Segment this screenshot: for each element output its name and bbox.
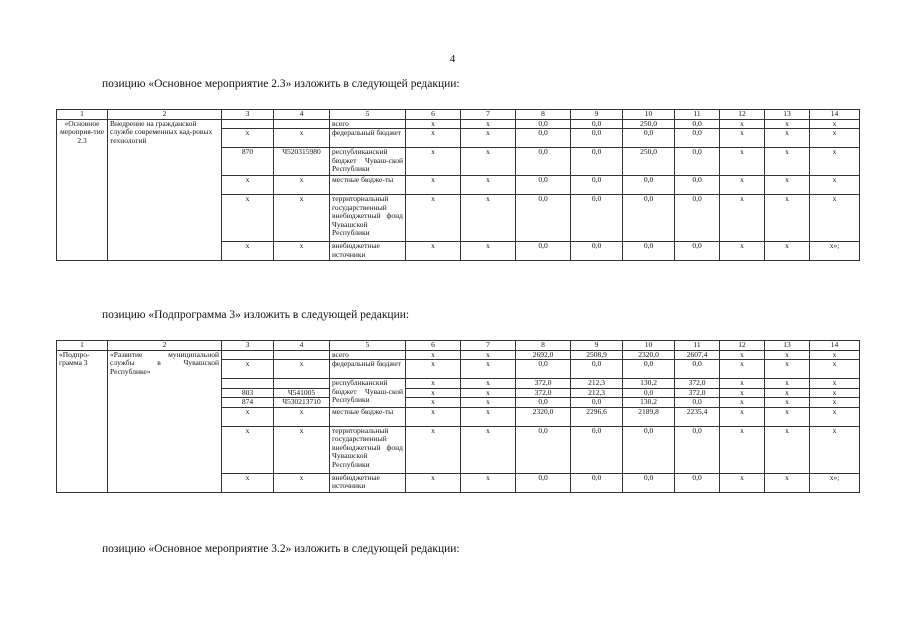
value-cell: 2320,0: [623, 350, 675, 360]
value-cell: 0,0: [571, 148, 623, 176]
classification-code-cell: x: [274, 473, 330, 492]
grbs-code-cell: 803: [222, 388, 274, 398]
value-cell: 212,3: [571, 388, 623, 398]
grbs-code-cell: x: [222, 176, 274, 195]
subprogram-name-cell: «Подпро-грамма 3: [57, 350, 108, 492]
cell-12: x: [720, 195, 765, 242]
cell-7: x: [461, 350, 516, 360]
header-cell: 8: [516, 110, 571, 120]
value-cell: 372,0: [675, 388, 720, 398]
cell-13: x: [765, 176, 810, 195]
classification-code-cell: [274, 350, 330, 360]
table-event-2-3: [56, 109, 860, 261]
cell-7: x: [461, 148, 516, 176]
funding-source-cell: республиканский бюджет Чуваш-ской Республики: [330, 379, 406, 408]
value-cell: 372,0: [516, 388, 571, 398]
classification-code-cell: x: [274, 195, 330, 242]
value-cell: 0,0: [623, 176, 675, 195]
subprogram-title-cell: «Развитие муниципальной службы в Чувашской Республике»: [108, 350, 222, 492]
cell-14: x: [810, 119, 860, 129]
cell-6: x: [406, 388, 461, 398]
value-cell: 0,0: [516, 129, 571, 148]
cell-7: x: [461, 388, 516, 398]
header-cell: 6: [406, 341, 461, 351]
funding-source-cell: федеральный бюджет: [330, 129, 406, 148]
value-cell: 0,0: [571, 195, 623, 242]
header-cell: 11: [675, 110, 720, 120]
cell-13: x: [765, 350, 810, 360]
cell-14: x: [810, 350, 860, 360]
grbs-code-cell: 874: [222, 398, 274, 408]
cell-7: x: [461, 473, 516, 492]
classification-code-cell: x: [274, 242, 330, 261]
cell-12: x: [720, 242, 765, 261]
value-cell: 0,0: [623, 388, 675, 398]
header-cell: 8: [516, 341, 571, 351]
classification-code-cell: x: [274, 176, 330, 195]
cell-12: x: [720, 379, 765, 389]
value-cell: 2607,4: [675, 350, 720, 360]
cell-13: x: [765, 129, 810, 148]
cell-12: x: [720, 350, 765, 360]
cell-14: x: [810, 176, 860, 195]
value-cell: 0,0: [571, 360, 623, 379]
value-cell: 0,0: [571, 119, 623, 129]
header-cell: 7: [461, 341, 516, 351]
header-cell: 9: [571, 341, 623, 351]
cell-7: x: [461, 195, 516, 242]
classification-code-cell: Ч520315980: [274, 148, 330, 176]
funding-source-cell: всего: [330, 119, 406, 129]
cell-6: x: [406, 398, 461, 408]
cell-13: x: [765, 388, 810, 398]
value-cell: 0,0: [571, 426, 623, 473]
value-cell: 0,0: [675, 426, 720, 473]
classification-code-cell: [274, 119, 330, 129]
cell-14: x: [810, 388, 860, 398]
funding-source-cell: всего: [330, 350, 406, 360]
table-row: [57, 350, 860, 360]
cell-12: x: [720, 129, 765, 148]
cell-12: x: [720, 360, 765, 379]
grbs-code-cell: [222, 350, 274, 360]
grbs-code-cell: x: [222, 242, 274, 261]
header-cell: 2: [108, 110, 222, 120]
header-cell: 12: [720, 341, 765, 351]
classification-code-cell: x: [274, 426, 330, 473]
cell-13: x: [765, 119, 810, 129]
cell-12: x: [720, 407, 765, 426]
value-cell: 130,2: [623, 379, 675, 389]
value-cell: 0,0: [623, 129, 675, 148]
cell-13: x: [765, 360, 810, 379]
header-cell: 3: [222, 110, 274, 120]
event-name-cell: «Основное мероприя-тие 2.3: [57, 119, 108, 261]
value-cell: 0,0: [623, 426, 675, 473]
value-cell: 372,0: [675, 379, 720, 389]
cell-6: x: [406, 176, 461, 195]
paragraph-position-3-2: позицию «Основное мероприятие 3.2» изложить в следующей редакции:: [102, 543, 460, 555]
header-row: [57, 110, 860, 120]
value-cell: 0,0: [571, 398, 623, 408]
grbs-code-cell: x: [222, 473, 274, 492]
value-cell: 372,0: [516, 379, 571, 389]
classification-code-cell: x: [274, 407, 330, 426]
value-cell: 2189,8: [623, 407, 675, 426]
value-cell: 2320,0: [516, 407, 571, 426]
funding-source-cell: федеральный бюджет: [330, 360, 406, 379]
classification-code-cell: x: [274, 360, 330, 379]
cell-14: x: [810, 148, 860, 176]
grbs-code-cell: 870: [222, 148, 274, 176]
cell-6: x: [406, 360, 461, 379]
header-cell: 12: [720, 110, 765, 120]
funding-source-cell: территориальный государственный внебюджетный фонд Чувашской Республики: [330, 195, 406, 242]
cell-6: x: [406, 129, 461, 148]
value-cell: 0,0: [675, 473, 720, 492]
value-cell: 0,0: [571, 473, 623, 492]
cell-13: x: [765, 473, 810, 492]
funding-source-cell: внебюджетные источники: [330, 242, 406, 261]
cell-6: x: [406, 350, 461, 360]
value-cell: 2508,9: [571, 350, 623, 360]
classification-code-cell: Ч541005: [274, 388, 330, 398]
cell-12: x: [720, 176, 765, 195]
cell-6: x: [406, 242, 461, 261]
header-cell: 10: [623, 110, 675, 120]
cell-7: x: [461, 379, 516, 389]
cell-7: x: [461, 360, 516, 379]
value-cell: 0,0: [675, 148, 720, 176]
cell-7: x: [461, 242, 516, 261]
value-cell: 0,0: [516, 195, 571, 242]
funding-source-cell: местные бюдже-ты: [330, 176, 406, 195]
cell-14: x»;: [810, 473, 860, 492]
funding-source-cell: внебюджетные источники: [330, 473, 406, 492]
funding-source-cell: территориальный государственный внебюджетный фонд Чувашской Республики: [330, 426, 406, 473]
value-cell: 0,0: [516, 242, 571, 261]
cell-6: x: [406, 119, 461, 129]
header-cell: 13: [765, 110, 810, 120]
value-cell: 0,0: [623, 473, 675, 492]
cell-13: x: [765, 379, 810, 389]
grbs-code-cell: x: [222, 195, 274, 242]
value-cell: 2692,0: [516, 350, 571, 360]
value-cell: 0,0: [675, 195, 720, 242]
cell-7: x: [461, 426, 516, 473]
value-cell: 0,0: [516, 473, 571, 492]
cell-12: x: [720, 473, 765, 492]
value-cell: 0,0: [516, 119, 571, 129]
value-cell: 2296,6: [571, 407, 623, 426]
cell-14: x: [810, 379, 860, 389]
value-cell: 0,0: [675, 129, 720, 148]
cell-14: x: [810, 407, 860, 426]
cell-7: x: [461, 398, 516, 408]
value-cell: 0,0: [516, 398, 571, 408]
value-cell: 0,0: [571, 129, 623, 148]
cell-6: x: [406, 473, 461, 492]
page-number: 4: [449, 53, 456, 65]
value-cell: 0,0: [675, 398, 720, 408]
cell-12: x: [720, 119, 765, 129]
value-cell: 0,0: [675, 176, 720, 195]
header-cell: 5: [330, 110, 406, 120]
classification-code-cell: [274, 379, 330, 389]
classification-code-cell: x: [274, 129, 330, 148]
cell-13: x: [765, 148, 810, 176]
grbs-code-cell: x: [222, 407, 274, 426]
cell-14: x: [810, 426, 860, 473]
funding-source-cell: местные бюдже-ты: [330, 407, 406, 426]
value-cell: 0,0: [675, 360, 720, 379]
value-cell: 0,0: [571, 242, 623, 261]
cell-13: x: [765, 426, 810, 473]
header-cell: 3: [222, 341, 274, 351]
grbs-code-cell: x: [222, 360, 274, 379]
header-cell: 4: [274, 110, 330, 120]
header-cell: 1: [57, 110, 108, 120]
cell-7: x: [461, 119, 516, 129]
cell-7: x: [461, 129, 516, 148]
cell-13: x: [765, 195, 810, 242]
paragraph-position-2-3: позицию «Основное мероприятие 2.3» изложить в следующей редакции:: [102, 78, 460, 90]
value-cell: 0,0: [675, 119, 720, 129]
header-cell: 13: [765, 341, 810, 351]
value-cell: 212,3: [571, 379, 623, 389]
value-cell: 2235,4: [675, 407, 720, 426]
table-subprogram-3: [56, 340, 860, 493]
value-cell: 0,0: [675, 242, 720, 261]
paragraph-subprogram-3: позицию «Подпрограмма 3» изложить в следующей редакции:: [102, 309, 410, 321]
value-cell: 250,0: [623, 148, 675, 176]
header-cell: 4: [274, 341, 330, 351]
header-cell: 14: [810, 110, 860, 120]
value-cell: 250,0: [623, 119, 675, 129]
value-cell: 0,0: [623, 195, 675, 242]
grbs-code-cell: [222, 119, 274, 129]
header-cell: 6: [406, 110, 461, 120]
grbs-code-cell: x: [222, 129, 274, 148]
cell-14: x: [810, 398, 860, 408]
cell-14: x: [810, 195, 860, 242]
header-cell: 1: [57, 341, 108, 351]
header-cell: 7: [461, 110, 516, 120]
cell-6: x: [406, 379, 461, 389]
cell-12: x: [720, 398, 765, 408]
header-cell: 2: [108, 341, 222, 351]
grbs-code-cell: [222, 379, 274, 389]
value-cell: 0,0: [516, 360, 571, 379]
cell-13: x: [765, 242, 810, 261]
cell-6: x: [406, 407, 461, 426]
header-cell: 14: [810, 341, 860, 351]
classification-code-cell: Ч530213710: [274, 398, 330, 408]
event-title-cell: Внедрение на гражданской службе современных кад-ровых технологий: [108, 119, 222, 261]
cell-14: x: [810, 360, 860, 379]
cell-14: x»;: [810, 242, 860, 261]
cell-6: x: [406, 195, 461, 242]
cell-14: x: [810, 129, 860, 148]
value-cell: 0,0: [516, 176, 571, 195]
value-cell: 130,2: [623, 398, 675, 408]
header-cell: 11: [675, 341, 720, 351]
cell-13: x: [765, 398, 810, 408]
cell-12: x: [720, 426, 765, 473]
cell-6: x: [406, 148, 461, 176]
header-cell: 10: [623, 341, 675, 351]
cell-7: x: [461, 407, 516, 426]
value-cell: 0,0: [623, 360, 675, 379]
table-row: [57, 119, 860, 129]
header-cell: 9: [571, 110, 623, 120]
value-cell: 0,0: [516, 148, 571, 176]
value-cell: 0,0: [623, 242, 675, 261]
header-cell: 5: [330, 341, 406, 351]
header-row: [57, 341, 860, 351]
grbs-code-cell: x: [222, 426, 274, 473]
cell-6: x: [406, 426, 461, 473]
cell-13: x: [765, 407, 810, 426]
funding-source-cell: республиканский бюджет Чуваш-ской Республики: [330, 148, 406, 176]
cell-12: x: [720, 148, 765, 176]
cell-7: x: [461, 176, 516, 195]
value-cell: 0,0: [571, 176, 623, 195]
cell-12: x: [720, 388, 765, 398]
value-cell: 0,0: [516, 426, 571, 473]
